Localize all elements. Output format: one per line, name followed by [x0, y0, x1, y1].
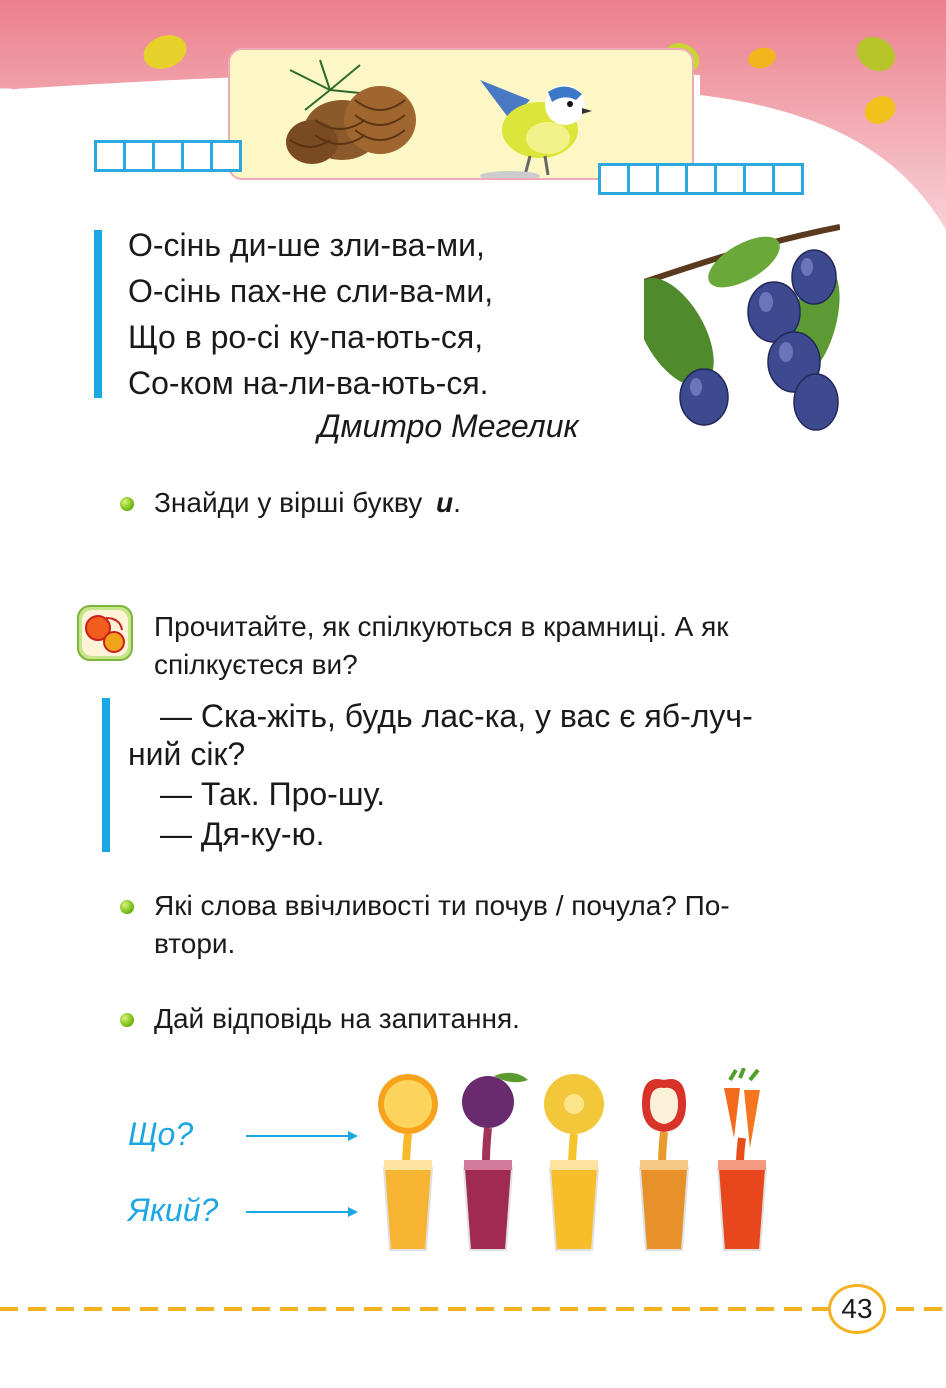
bullet-icon	[120, 497, 134, 511]
tit-bird-icon	[480, 80, 592, 178]
dialog-line: — Дя-ку-ю.	[160, 816, 325, 852]
page-number: 43	[828, 1284, 886, 1334]
dialog-line: ний сік?	[128, 736, 246, 772]
juice-glasses	[374, 1068, 794, 1264]
bullet-icon	[120, 900, 134, 914]
arrow-icon	[246, 1207, 358, 1217]
bullet-icon	[120, 1013, 134, 1027]
dialog-line: — Ска-жіть, будь лас-ка, у вас є яб-луч-	[160, 698, 753, 734]
apple-juice-icon	[640, 1079, 688, 1250]
poem-line: О-сінь ди-ше зли-ва-ми,	[128, 227, 485, 263]
poem-author: Дмитро Мегелик	[318, 408, 579, 444]
pineapple-juice-icon	[544, 1074, 604, 1250]
poem-accent-bar	[94, 230, 102, 398]
pine-cones-icon	[286, 60, 416, 164]
task-instruction-line2: спілкуєтеся ви?	[154, 649, 358, 680]
arrow-icon	[246, 1131, 358, 1141]
pair-work-icon	[76, 604, 134, 662]
task-find-letter	[154, 484, 461, 522]
picture-card	[228, 48, 694, 180]
poem-line: Що в ро-сі ку-па-ють-ся,	[128, 319, 484, 355]
plum-juice-icon	[462, 1073, 528, 1250]
arrows	[244, 1126, 364, 1226]
task-polite-words-line1: Які слова ввічливості ти почув / почула? По-	[154, 890, 730, 921]
word-letter-boxes-right	[598, 163, 804, 195]
footer-dashed-line	[0, 1305, 946, 1313]
task-instruction-line1: Прочитайте, як спілкуються в крамниці. А як	[154, 611, 729, 642]
plums-branch-icon	[644, 222, 840, 436]
poem-line: О-сінь пах-не сли-ва-ми,	[128, 273, 494, 309]
punctuation: .	[453, 487, 461, 518]
dialog-accent-bar	[102, 698, 110, 852]
poem	[128, 222, 493, 406]
task-text: Знайди у вірші букву	[154, 487, 423, 518]
dialog-line: — Так. Про-шу.	[160, 776, 386, 812]
poem-line: Со-ком на-ли-ва-ють-ся.	[128, 365, 489, 401]
orange-juice-icon	[378, 1074, 438, 1250]
question-what: Що?	[128, 1116, 194, 1152]
highlight-letter: и	[435, 487, 454, 518]
task-polite-words-line2: втори.	[154, 928, 236, 959]
carrot-juice-icon	[718, 1068, 766, 1250]
task-answer-questions: Дай відповідь на запитання.	[154, 1003, 520, 1034]
question-which: Який?	[128, 1192, 219, 1228]
word-letter-boxes-left	[94, 140, 242, 172]
